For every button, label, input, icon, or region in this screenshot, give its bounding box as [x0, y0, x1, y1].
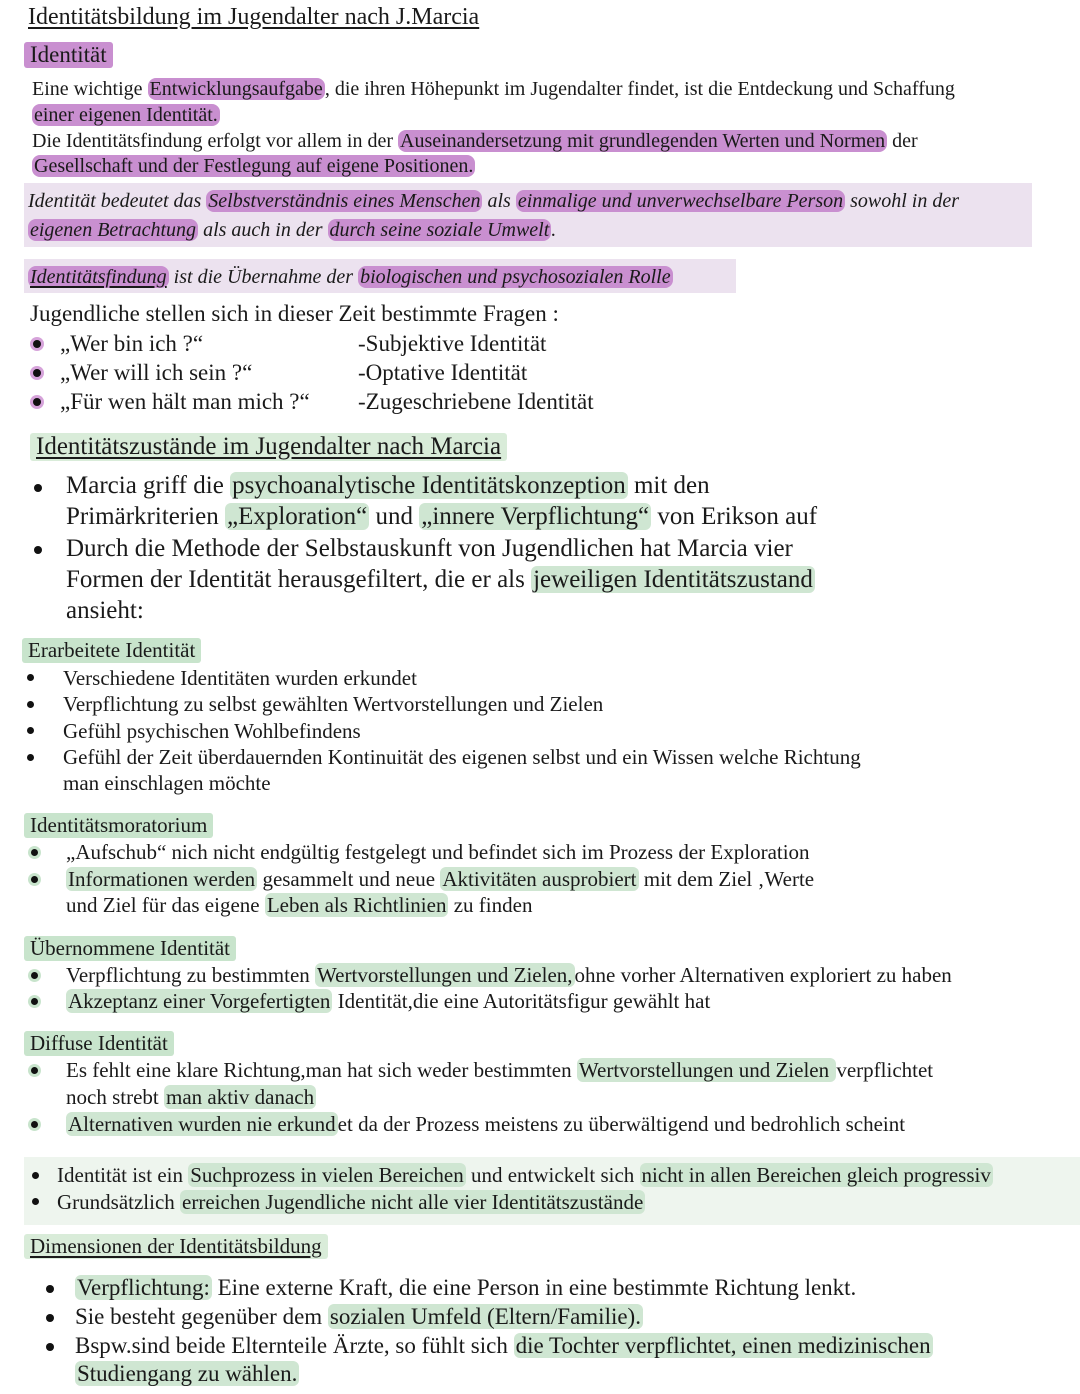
heading-diffuse-identitaet: Diffuse Identität: [24, 1031, 174, 1056]
zustaende-bullet2-line2: Formen der Identität herausgefiltert, die er als jeweiligen Identitätszustand: [66, 566, 813, 593]
diffus-item-2: Alternativen wurden nie erkundet da der Prozess meistens zu überwältigend und bedrohlich scheint: [68, 1112, 906, 1136]
dimensionen-item-3-line2: Studiengang zu wählen.: [77, 1361, 298, 1386]
erarbeitet-item-1: Verschiedene Identitäten wurden erkundet: [63, 666, 417, 690]
answer-1: -Subjektive Identität: [358, 331, 547, 356]
heading-identitaetszustaende: Identitätszustände im Jugendalter nach Marcia: [30, 433, 507, 461]
question-1: „Wer bin ich ?“: [60, 331, 204, 356]
bullet-dot: [33, 340, 41, 348]
bullet-dot: [27, 701, 34, 708]
zustaende-bullet2-line1: Durch die Methode der Selbstauskunft von Jugendlichen hat Marcia vier: [66, 535, 793, 562]
zustaende-bullet2-line3: ansieht:: [66, 597, 144, 624]
diffus-item-1-line2: noch strebt man aktiv danach: [66, 1085, 315, 1109]
bullet-dot: [33, 369, 41, 377]
bullet-dot: [31, 849, 38, 856]
bullet-dot: [33, 398, 41, 406]
moratorium-item-1: „Aufschub“ nich nicht endgültig festgelegt und befindet sich im Prozess der Exploration: [66, 840, 810, 864]
bullet-dot: [32, 1172, 39, 1179]
bullet-dot: [34, 546, 42, 554]
definition-identitaet-line1: Identität bedeutet das Selbstverständnis eines Menschen als einmalige und unverwechselbare Person sowohl in der: [28, 190, 960, 212]
questions-intro: Jugendliche stellen sich in dieser Zeit bestimmte Fragen :: [30, 301, 559, 326]
bullet-dot: [31, 998, 38, 1005]
bullet-dot: [46, 1285, 54, 1293]
summary-item-1: Identität ist ein Suchprozess in vielen Bereichen und entwickelt sich nicht in allen Bereichen gleich progressiv: [57, 1163, 991, 1187]
moratorium-item-2-line2: und Ziel für das eigene Leben als Richtlinien zu finden: [66, 893, 533, 917]
definition-identitaetsfindung: Identitätsfindung ist die Übernahme der biologischen und psychosozialen Rolle: [30, 266, 671, 288]
erarbeitet-item-3: Gefühl psychischen Wohlbefindens: [63, 719, 361, 743]
bullet-dot: [34, 484, 42, 492]
paragraph-entwicklungsaufgabe: Eine wichtige Entwicklungsaufgabe , die ihren Höhepunkt im Jugendalter findet, ist die Entdeckung und Schaffung: [32, 78, 955, 100]
bullet-dot: [46, 1343, 54, 1351]
paragraph-identitaetsfindung: Die Identitätsfindung erfolgt vor allem in der Auseinandersetzung mit grundlegenden Werten und Normen der: [32, 130, 918, 152]
bullet-dot: [27, 727, 34, 734]
heading-identitaet: Identität: [24, 42, 113, 68]
heading-identitaetsmoratorium: Identitätsmoratorium: [24, 813, 213, 838]
dimensionen-item-3: Bspw.sind beide Elternteile Ärzte, so fühlt sich die Tochter verpflichtet, einen medizinischen: [75, 1333, 931, 1358]
bullet-dot: [31, 1067, 38, 1074]
uebernommen-item-1: Verpflichtung zu bestimmten Wertvorstellungen und Zielen,ohne vorher Alternativen exploriert zu haben: [66, 963, 952, 987]
heading-uebernommene-identitaet: Übernommene Identität: [24, 936, 236, 961]
heading-erarbeitete-identitaet: Erarbeitete Identität: [22, 638, 201, 663]
bullet-dot: [31, 876, 38, 883]
answer-2: -Optative Identität: [358, 360, 528, 385]
zustaende-bullet1-line2: Primärkriterien „Exploration“ und „innere Verpflichtung“ von Erikson auf: [66, 503, 818, 530]
question-2: „Wer will ich sein ?“: [60, 360, 253, 385]
definition-identitaet-line2: eigenen Betrachtung als auch in der durch seine soziale Umwelt .: [30, 219, 557, 241]
paragraph-entwicklungsaufgabe-line2: einer eigenen Identität.: [34, 104, 218, 126]
heading-dimensionen: Dimensionen der Identitätsbildung: [24, 1234, 328, 1259]
question-3: „Für wen hält man mich ?“: [60, 389, 310, 414]
bullet-dot: [32, 1198, 39, 1205]
zustaende-bullet1-line1: Marcia griff die psychoanalytische Identitätskonzeption mit den: [66, 472, 710, 499]
diffus-item-1: Es fehlt eine klare Richtung,man hat sich weder bestimmten Wertvorstellungen und Zielen verpflichtet: [66, 1058, 934, 1082]
dimensionen-item-1: Verpflichtung: Eine externe Kraft, die eine Person in eine bestimmte Richtung lenkt.: [77, 1275, 857, 1300]
erarbeitet-item-4: Gefühl der Zeit überdauernden Kontinuität des eigenen selbst und ein Wissen welche Richtung: [63, 745, 861, 769]
uebernommen-item-2: Akzeptanz einer Vorgefertigten Identität,die eine Autoritätsfigur gewählt hat: [68, 989, 711, 1013]
bullet-dot: [46, 1314, 54, 1322]
moratorium-item-2: Informationen werden gesammelt und neue Aktivitäten ausprobiert mit dem Ziel ‚Werte: [68, 867, 815, 891]
erarbeitet-item-2: Verpflichtung zu selbst gewählten Wertvorstellungen und Zielen: [63, 692, 604, 716]
dimensionen-item-2: Sie besteht gegenüber dem sozialen Umfeld (Eltern/Familie).: [75, 1304, 641, 1329]
bullet-dot: [31, 972, 38, 979]
bullet-dot: [27, 754, 34, 761]
bullet-dot: [27, 674, 34, 681]
page-title: Identitätsbildung im Jugendalter nach J.Marcia: [28, 4, 480, 30]
answer-3: -Zugeschriebene Identität: [358, 389, 594, 414]
bullet-dot: [31, 1121, 38, 1128]
erarbeitet-item-4-line2: man einschlagen möchte: [63, 771, 271, 795]
summary-item-2: Grundsätzlich erreichen Jugendliche nicht alle vier Identitätszustände: [57, 1190, 644, 1214]
paragraph-identitaetsfindung-line2: Gesellschaft und der Festlegung auf eigene Positionen.: [34, 155, 474, 177]
